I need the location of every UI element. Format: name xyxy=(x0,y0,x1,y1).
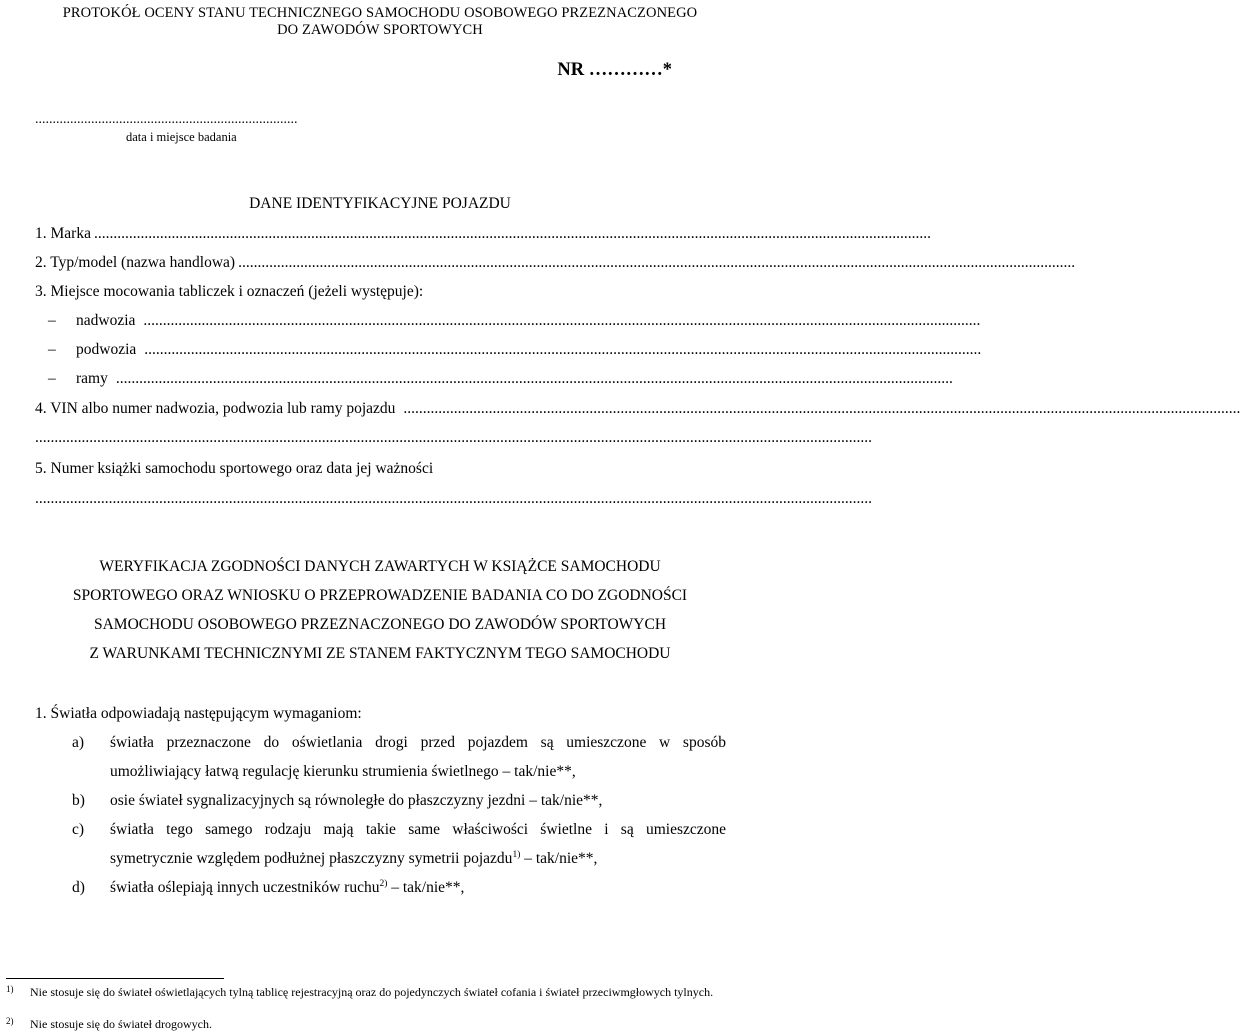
verification-title xyxy=(0,552,760,668)
item-c-line-2-answer: – tak/nie**, xyxy=(520,850,598,867)
item-c-line-1: światła tego samego rodzaju mają takie same właściwości świetlne i są umieszczone xyxy=(110,821,726,838)
lights-item-c xyxy=(72,815,726,873)
field-ramy-dots: ........................................................................................................................................................................................................................ xyxy=(115,370,953,387)
field-marka-dots: ........................................................................................................................................................................................................................ xyxy=(93,225,931,242)
footnote-1-mark: 1) xyxy=(6,984,14,994)
item-letter: d) xyxy=(72,879,85,896)
field-ksiazka-value[interactable] xyxy=(35,490,872,510)
footnote-ref-2: 2) xyxy=(379,879,388,889)
footnote-ref-1: 1) xyxy=(512,850,521,860)
field-typ-model[interactable] xyxy=(35,254,1076,274)
field-ramy[interactable] xyxy=(48,370,953,390)
field-ksiazka-dots: ........................................................................................................................................................................................................................ xyxy=(35,490,872,507)
document-header xyxy=(0,5,760,39)
item-d-text xyxy=(110,873,726,902)
field-vin-continuation-dots: ........................................................................................................................................................................................................................ xyxy=(35,429,872,446)
field-ksiazka xyxy=(35,460,723,480)
field-nadwozia-label: nadwozia xyxy=(76,312,136,329)
footnote-1 xyxy=(6,985,756,1015)
verification-line-1: WERYFIKACJA ZGODNOŚCI DANYCH ZAWARTYCH W KSIĄŻCE SAMOCHODU xyxy=(99,558,661,575)
field-nadwozia[interactable] xyxy=(48,312,981,332)
dash-mark: – xyxy=(48,312,56,329)
field-vin-label: 4. VIN albo numer nadwozia, podwozia lub ramy pojazdu xyxy=(35,400,396,417)
item-c-line-2 xyxy=(110,844,726,873)
title-line-2: DO ZAWODÓW SPORTOWYCH xyxy=(277,22,483,38)
item-letter: b) xyxy=(72,792,85,809)
lights-item-d xyxy=(72,873,726,902)
item-letter: a) xyxy=(72,734,85,751)
field-marka-label: 1. Marka xyxy=(35,225,91,242)
lights-item-a xyxy=(72,728,726,786)
field-typ-label: 2. Typ/model (nazwa handlowa) xyxy=(35,254,236,271)
footnote-2-text: Nie stosuje się do świateł drogowych. xyxy=(30,1017,212,1031)
field-podwozia-dots: ........................................................................................................................................................................................................................ xyxy=(144,341,982,358)
item-a-line-2: umożliwiający łatwą regulację kierunku strumienia świetlnego – tak/nie**, xyxy=(110,763,576,780)
dash-mark: – xyxy=(48,370,56,387)
item-b-text: osie świateł sygnalizacyjnych są równoległe do płaszczyzny jezdni – tak/nie**, xyxy=(110,792,603,809)
field-ksiazka-label: 5. Numer książki samochodu sportowego oraz data jej ważności xyxy=(35,460,434,477)
field-podwozia-label: podwozia xyxy=(76,341,137,358)
protocol-number: NR …………* xyxy=(557,60,672,80)
verification-line-3: SAMOCHODU OSOBOWEGO PRZEZNACZONEGO DO ZAWODÓW SPORTOWYCH xyxy=(93,616,667,633)
footnote-2 xyxy=(6,1017,756,1032)
dash-mark: – xyxy=(48,341,56,358)
field-vin-dots: ........................................................................................................................................................................................................................ xyxy=(403,400,1240,417)
field-miejsce-mocowania xyxy=(35,283,723,303)
item-d-text-main: światła oślepiają innych uczestników ruchu xyxy=(110,879,380,896)
date-place-label: data i miejsce badania xyxy=(126,130,237,144)
identification-title: DANE IDENTYFIKACYJNE POJAZDU xyxy=(249,195,511,212)
field-podwozia[interactable] xyxy=(48,341,982,361)
field-typ-dots: ........................................................................................................................................................................................................................ xyxy=(238,254,1076,271)
field-ramy-label: ramy xyxy=(76,370,108,387)
footnote-1-text: Nie stosuje się do świateł oświetlających tylną tablicę rejestracyjną oraz do pojedynczych świateł cofania i świateł przeciwmgłowych tylnych. xyxy=(30,985,714,999)
lights-intro: 1. Światła odpowiadają następującym wymaganiom: xyxy=(35,705,362,722)
field-nadwozia-dots: ........................................................................................................................................................................................................................ xyxy=(143,312,981,329)
field-vin[interactable] xyxy=(35,400,1240,420)
item-d-answer: – tak/nie**, xyxy=(387,879,465,896)
title-line-1: PROTOKÓŁ OCENY STANU TECHNICZNEGO SAMOCHODU OSOBOWEGO PRZEZNACZONEGO xyxy=(62,5,698,21)
item-a-line-1: światła przeznaczone do oświetlania drogi przed pojazdem są umieszczone w sposób xyxy=(110,734,726,751)
field-vin-continuation[interactable] xyxy=(35,429,872,449)
date-place-field[interactable]: ........................................................................... xyxy=(35,112,298,127)
field-miejsce-label: 3. Miejsce mocowania tabliczek i oznaczeń (jeżeli występuje): xyxy=(35,283,424,300)
verification-line-2: SPORTOWEGO ORAZ WNIOSKU O PRZEPROWADZENIE BADANIA CO DO ZGODNOŚCI xyxy=(72,587,688,604)
footnote-2-mark: 2) xyxy=(6,1016,14,1026)
item-c-line-2-text: symetrycznie względem podłużnej płaszczyzny symetrii pojazdu xyxy=(110,850,513,867)
footnote-separator xyxy=(6,978,224,979)
item-letter: c) xyxy=(72,821,85,838)
lights-item-b xyxy=(72,786,726,815)
verification-line-4: Z WARUNKAMI TECHNICZNYMI ZE STANEM FAKTYCZNYM TEGO SAMOCHODU xyxy=(89,645,671,662)
field-marka[interactable] xyxy=(35,225,931,245)
